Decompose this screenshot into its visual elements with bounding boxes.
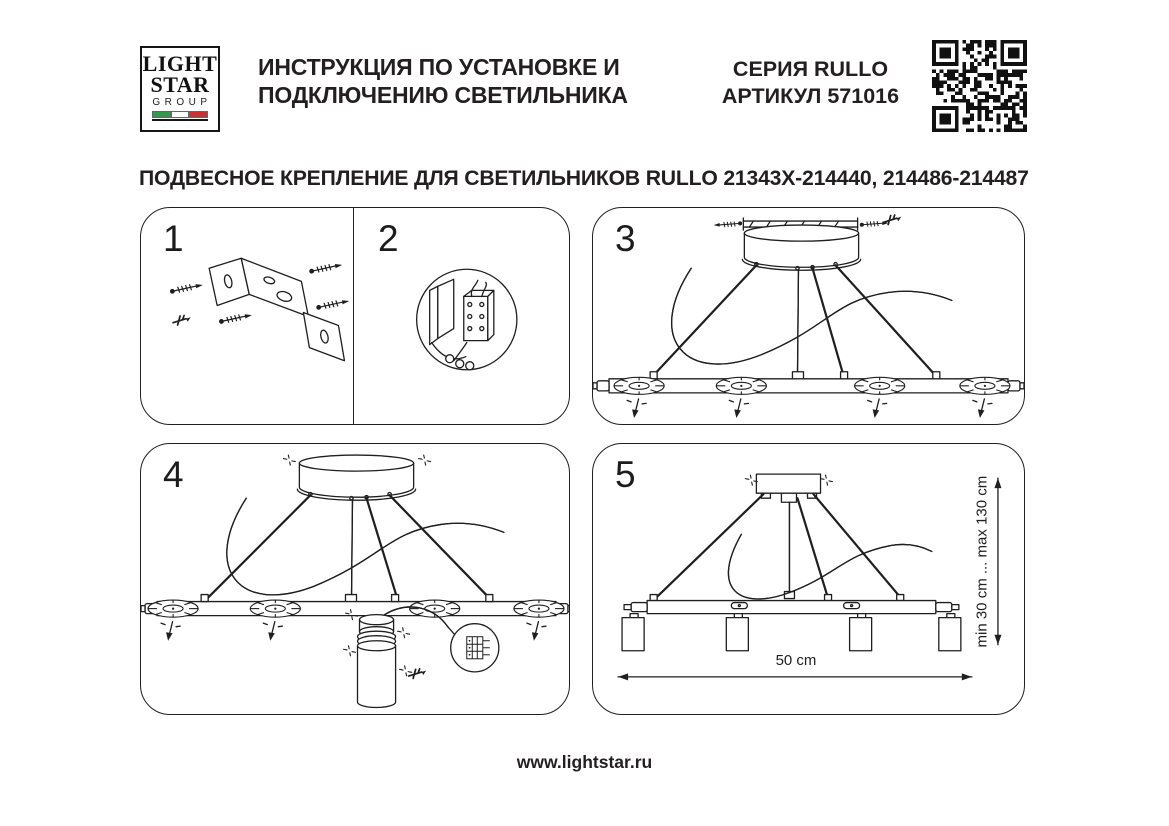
subtitle: ПОДВЕСНОЕ КРЕПЛЕНИЕ ДЛЯ СВЕТИЛЬНИКОВ RULLO 21343X-214440, 214486-214487 [139, 166, 1029, 190]
canopy-drawing [742, 225, 860, 270]
width-dimension-label: 50 cm [775, 652, 817, 669]
canopy-drawing [283, 455, 430, 500]
page-title [258, 54, 628, 109]
step-1-2-diagram [141, 208, 569, 424]
step-5-number: 5 [615, 454, 636, 495]
step-3-panel [592, 207, 1025, 425]
qr-code [932, 40, 1027, 132]
article-number: АРТИКУЛ 571016 [721, 84, 900, 108]
title-line-2: ПОДКЛЮЧЕНИЮ СВЕТИЛЬНИКА [258, 81, 628, 108]
step-2-number: 2 [378, 218, 399, 259]
logo-line-group: GROUP [152, 97, 212, 108]
step-3-diagram [593, 208, 1024, 424]
suspension-cables-drawing [205, 495, 491, 600]
step-4-panel [140, 443, 570, 715]
mounting-bracket-drawing [209, 258, 344, 360]
step-1-2-panel [140, 207, 570, 425]
step-5-panel [592, 443, 1025, 715]
height-dimension-arrow [994, 478, 1001, 645]
height-dimension-label: min 30 cm ... max 130 cm [973, 475, 991, 648]
lamp-shades-drawing [622, 614, 961, 651]
italian-flag-icon [152, 111, 208, 118]
terminal-detail-drawing [417, 269, 517, 369]
screw-icon [173, 315, 191, 325]
title-line-1: ИНСТРУКЦИЯ ПО УСТАНОВКЕ И [258, 54, 620, 80]
terminal-detail-circle [451, 624, 499, 672]
step-4-diagram [141, 444, 569, 714]
power-cord-drawing [672, 268, 952, 364]
lightstar-logo [140, 46, 220, 132]
step-3-number: 3 [615, 218, 636, 259]
series-name: СЕРИЯ RULLO [732, 57, 889, 81]
logo-line-light: LIGHT [142, 51, 218, 76]
website-url: www.lightstar.ru [516, 752, 653, 772]
power-cord-drawing [227, 498, 504, 595]
step-1-number: 1 [163, 218, 184, 259]
center-rod-drawing [792, 269, 803, 381]
center-rod-drawing [784, 502, 794, 598]
panel-divider [353, 208, 354, 424]
step-4-number: 4 [163, 454, 184, 495]
width-dimension-arrow [618, 673, 972, 680]
screw-icon [409, 669, 427, 679]
lamp-shade-drawing [343, 641, 411, 708]
suspension-cables-drawing [653, 494, 900, 600]
center-rod-drawing [345, 499, 356, 603]
logo-line-star: STAR [150, 72, 210, 97]
power-cord-drawing [728, 534, 931, 599]
step-5-diagram [593, 444, 1024, 714]
series-block [698, 56, 923, 110]
flag-underline [152, 119, 208, 121]
